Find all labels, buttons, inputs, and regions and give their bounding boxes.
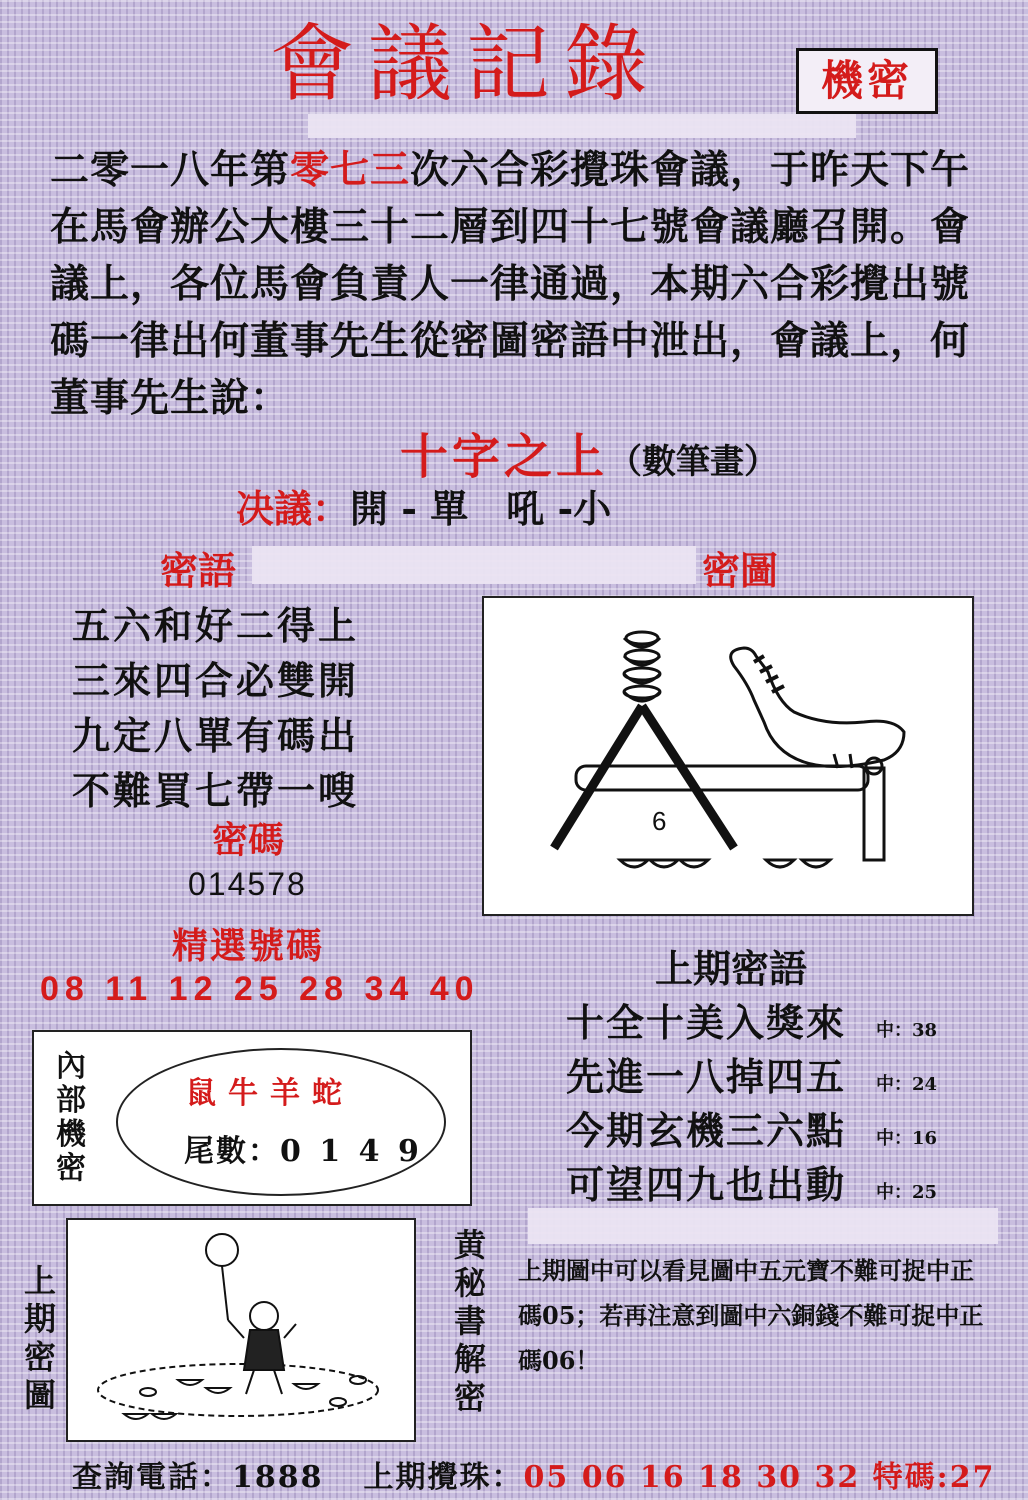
prev-picture	[66, 1218, 416, 1442]
phone-number: 1888	[232, 1460, 324, 1495]
special-number: 27	[949, 1460, 996, 1495]
special-label: 特碼:	[872, 1460, 950, 1495]
riddle-label: 密語	[160, 548, 237, 593]
riddle-line: 不難買七帶一嗖	[72, 768, 360, 813]
secret-picture-drawing	[484, 598, 972, 914]
blurred-strip	[308, 114, 856, 138]
picture-number: 6	[652, 806, 667, 836]
prev-riddle-line	[566, 992, 937, 1046]
hint-sub: （數筆畫）	[608, 442, 779, 482]
hint-main: 十字之上	[400, 429, 609, 485]
prev-riddle-text: 先進一八掉四五	[566, 1054, 847, 1099]
issue-number: 零七三	[290, 147, 411, 193]
meeting-paragraph	[50, 142, 995, 427]
intro-part2: 次六合彩攪珠會議，于昨天下午在馬會辦公大樓三十二層到四十七號會議廳召開。會議上，各位馬會負責人一律通過，本期六合彩攪出號碼一律出何董事先生從密圖密語中泄出，會議上，何董事先生說：	[50, 147, 971, 421]
secretary-label: 黄秘書解密	[453, 1226, 486, 1416]
prev-riddle-hit: 中：16	[876, 1128, 938, 1149]
picture-label: 密圖	[702, 548, 779, 593]
prev-riddle-line	[566, 1100, 937, 1154]
prev-riddle-hit: 中：38	[876, 1020, 938, 1041]
hint	[400, 418, 778, 487]
tail-numbers	[184, 1126, 423, 1170]
insider-label: 內部機密	[56, 1049, 86, 1186]
confidential-stamp: 機密	[796, 48, 938, 114]
riddle-line: 三來四合必雙開	[72, 658, 360, 703]
draw-label: 上期攪珠：	[363, 1460, 524, 1495]
zodiac-list: 鼠牛羊蛇	[186, 1076, 354, 1111]
code-value: 014578	[188, 866, 307, 902]
code-label: 密碼	[212, 819, 285, 861]
prev-riddle-hit: 中：25	[876, 1182, 938, 1203]
riddle-line: 九定八單有碼出	[72, 713, 360, 758]
secret-picture	[482, 596, 974, 916]
tail-label: 尾數：	[184, 1134, 280, 1169]
selected-numbers: 08 11 12 25 28 34 40	[40, 970, 480, 1008]
blurred-strip	[528, 1208, 998, 1244]
prev-riddle-list	[566, 992, 937, 1208]
prev-riddle-text: 十全十美入獎來	[566, 1000, 847, 1045]
prev-riddle-title: 上期密語	[655, 946, 808, 991]
prev-riddle-line	[566, 1154, 937, 1208]
prev-picture-drawing	[68, 1220, 414, 1440]
phone-label: 查詢電話：	[72, 1460, 232, 1495]
decision	[236, 478, 611, 533]
prev-riddle-text: 可望四九也出動	[566, 1162, 847, 1207]
prev-picture-label: 上期密圖	[23, 1262, 56, 1414]
prev-riddle-line	[566, 1046, 937, 1100]
blurred-strip	[252, 546, 696, 584]
decision-label: 决議：	[236, 486, 351, 531]
tail-digits: 0 1 4 9	[280, 1134, 423, 1169]
secretary-text: 上期圖中可以看見圖中五元寶不難可捉中正碼05；若再注意到圖中六銅錢不難可捉中正碼06！	[518, 1256, 984, 1375]
prev-riddle-hit: 中：24	[876, 1074, 938, 1095]
page-title: 會議記錄	[270, 15, 663, 113]
riddle-poem	[72, 598, 359, 818]
footer	[72, 1452, 996, 1496]
decision-text: 開 - 單 吼 -小	[350, 486, 612, 531]
draw-numbers: 05 06 16 18 30 32	[523, 1460, 861, 1495]
intro-part1: 二零一八年第	[50, 147, 291, 193]
selected-label: 精選號碼	[172, 925, 325, 967]
prev-riddle-text: 今期玄機三六點	[566, 1108, 847, 1153]
riddle-line: 五六和好二得上	[72, 603, 360, 648]
